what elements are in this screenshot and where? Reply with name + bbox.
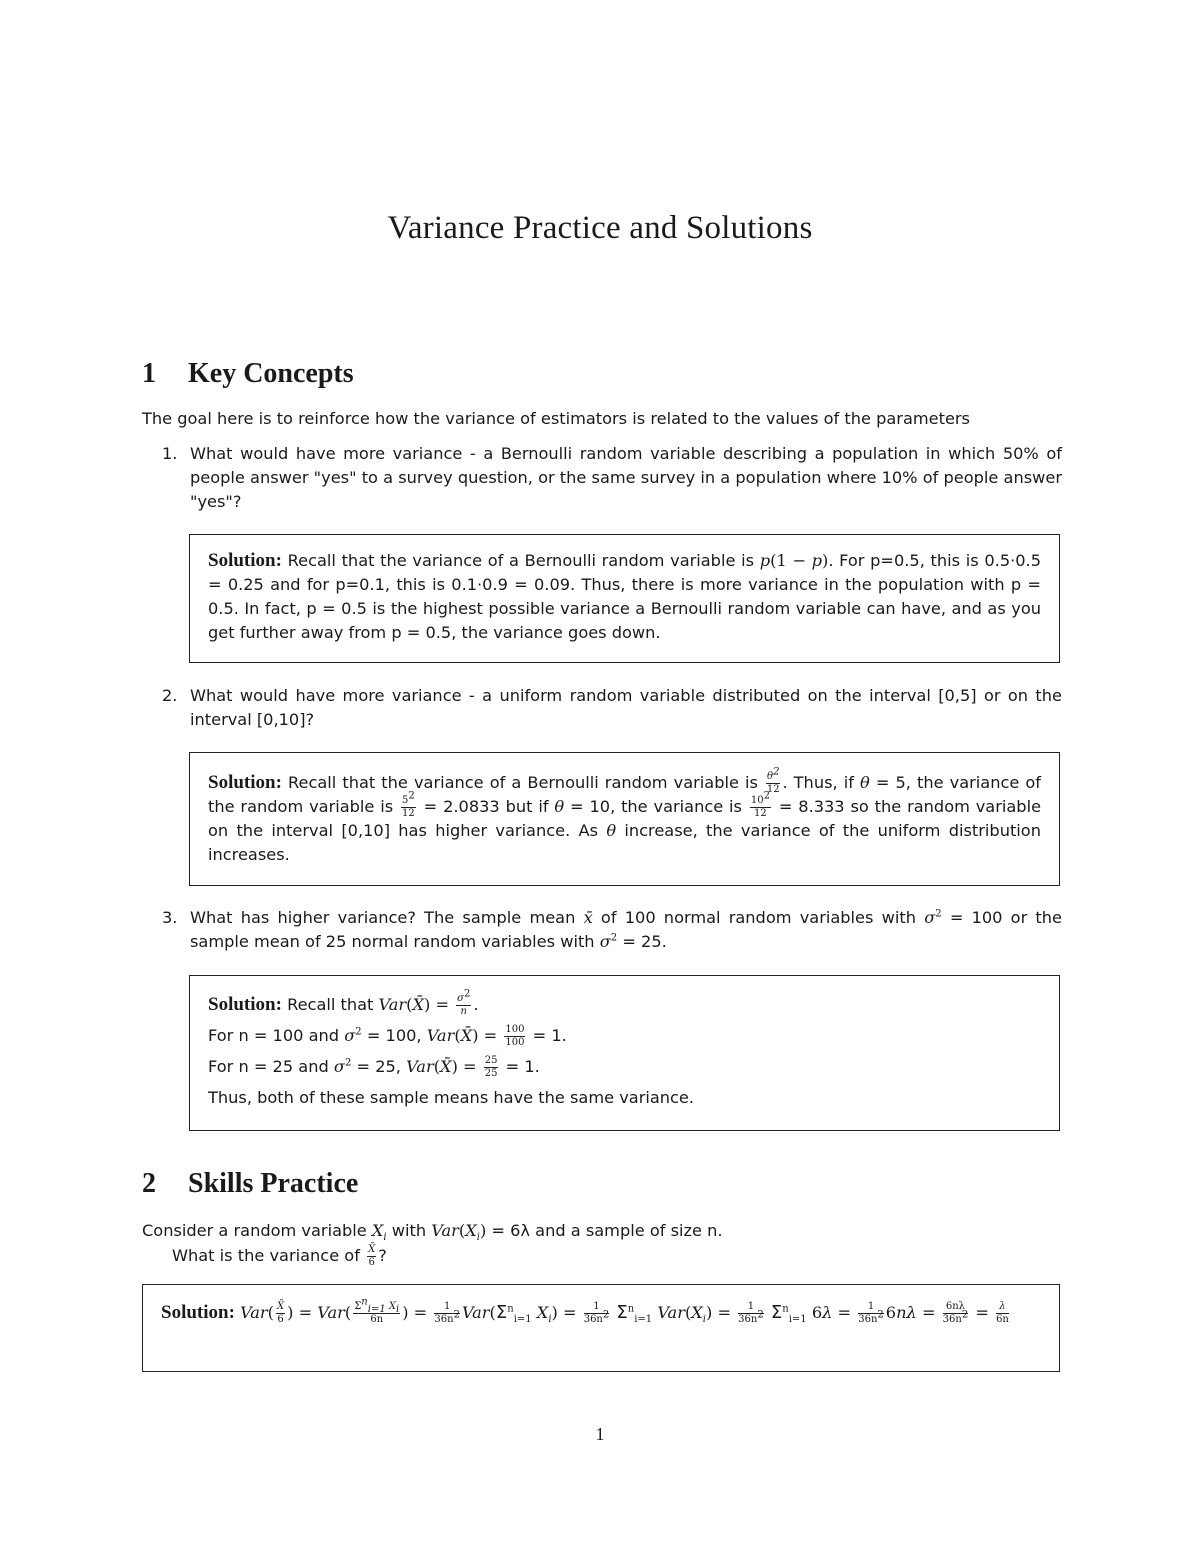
fraction-5sq-12: $\frac{5^2}{12}$: [402, 790, 415, 819]
section-heading-2: [142, 1168, 358, 1200]
bernoulli-variance-formula: p: [759, 551, 771, 570]
solution-box-3: [189, 975, 1060, 1131]
solution-text: = 5, the variance of the random variable is: [208, 773, 1041, 816]
solution-label: Solution:: [208, 550, 282, 571]
question-text: What has higher variance? The sample mean x̄ of 100 normal random variables with $\sigma^2 = 100$ or the sample mean of 25 normal random variables with $\sigma^2 = 25$.: [190, 908, 1062, 951]
solution-box-2: Solution: Recall that the variance of a Bernoulli random variable is $\frac{\theta^2}{12}$ . Thus, if θ = 5, the variance of the random variable is $\frac{5^2}{12}$ = 2.0833 but if θ = 10, the variance is $\frac{10^2}{12}$ = 8.333 so the random variable on the interval [0,10] has higher variance. As θ increase, the variance of the uniform distribution increases.: [189, 752, 1060, 886]
page-number: 1: [595, 1424, 605, 1444]
section-heading-1: [142, 358, 354, 390]
solution-text: . Thus, if: [782, 773, 854, 792]
solution-text: . For p=0.5, this is 0.5·0.5 = 0.25 and for p=0.1, this is 0.1·0.9 = 0.09. Thus, there is more variance in the population with p = 0.5. In fact, p = 0.5 is the highest possible variance a Bernoulli random variable can have, and as you get further away from p = 0.5, the variance goes down.: [208, 551, 1042, 642]
solution-text: Recall that the variance of a Bernoulli random variable is: [287, 551, 755, 570]
question-number: 2.: [162, 686, 178, 705]
question-text: What would have more variance - a uniform random variable distributed on the interval [0,5] or on the interval [0,10]?: [190, 686, 1062, 729]
solution-line: For n = 100 and $\sigma^2 = 100$, Var(X̄) = $\frac{100}{100}$ = 1.: [208, 1024, 567, 1048]
solution-text: increase, the variance of the uniform distribution increases.: [208, 821, 1041, 864]
skills-line-2: What is the variance of $\frac{X̄}{6}$ ?: [172, 1244, 387, 1268]
solution-derivation: Var( $\frac{X̄}{6}$ ) = Var( $\frac{\Sigma^n_{i=1} X_i}{6n}$ ) = $\frac{1}{36n^2}$ $Var(\Sigma^n_{i=1}$ $X_i$) = $\frac{1}{36n^2}$ $\Sigma^n_{i=1}$ $Var(X_i)$ = $\frac{1}{36n^2}$ $\Sigma^n_{i=1}$ 6λ = $\frac{1}{36n^2}$ 6nλ = $\frac{6n\lambda}{36n^2}$ = $\frac{\lambda}{6n}$: [240, 1296, 1009, 1326]
solution-text: Recall that the variance of a Bernoulli random variable is: [288, 773, 758, 792]
solution-label: Solution:: [208, 994, 282, 1015]
section-number: 2: [142, 1168, 156, 1199]
uniform-variance-fraction: $\frac{\theta^2}{12}$: [766, 766, 780, 795]
question-text: What would have more variance - a Bernoulli random variable describing a population in which 50% of people answer "yes" to a survey question, or the same survey in a population where 10% of people answer "yes"?: [190, 444, 1062, 511]
question-number: 1.: [162, 444, 178, 463]
question-2: [162, 684, 1062, 732]
solution-label: Solution:: [208, 772, 282, 793]
solution-line: For n = 25 and $\sigma^2 = 25$, Var(X̄) = $\frac{25}{25}$ = 1.: [208, 1055, 540, 1079]
solution-line: Thus, both of these sample means have the same variance.: [208, 1088, 695, 1107]
question-number: 3.: [162, 908, 178, 927]
solution-line: Solution: Recall that Var(X̄) = $\frac{\sigma^2}{n}$ .: [208, 988, 479, 1017]
solution-text: = 2.0833 but if: [423, 797, 549, 816]
fraction-10sq-12: $\frac{10^2}{12}$: [750, 790, 770, 819]
solution-box-1: Solution: Recall that the variance of a Bernoulli random variable is p(1 − p). For p=0.5, this is 0.5·0.5 = 0.25 and for p=0.1, this is 0.1·0.9 = 0.09. Thus, there is more variance in the population with p = 0.5. In fact, p = 0.5 is the highest possible variance a Bernoulli random variable can have, and as you get further away from p = 0.5, the variance goes down.: [189, 534, 1060, 663]
solution-text: = 10, the variance is: [570, 797, 742, 816]
intro-paragraph: The goal here is to reinforce how the variance of estimators is related to the values of the parameters: [142, 409, 970, 428]
section-title: Skills Practice: [188, 1168, 359, 1199]
question-1: [162, 442, 1062, 514]
section-number: 1: [142, 358, 156, 389]
page-title: Variance Practice and Solutions: [387, 210, 813, 246]
skills-line-1: Consider a random variable $X_i$ with $Var(X_i) = 6\lambda$ and a sample of size n.: [142, 1221, 723, 1244]
solution-text: = 8.333 so the random variable on the interval [0,10] has higher variance. As: [208, 797, 1042, 840]
question-3: [162, 906, 1062, 954]
solution-label: Solution:: [161, 1302, 235, 1323]
section-title: Key Concepts: [188, 358, 354, 389]
solution-box-skills: [142, 1284, 1060, 1372]
